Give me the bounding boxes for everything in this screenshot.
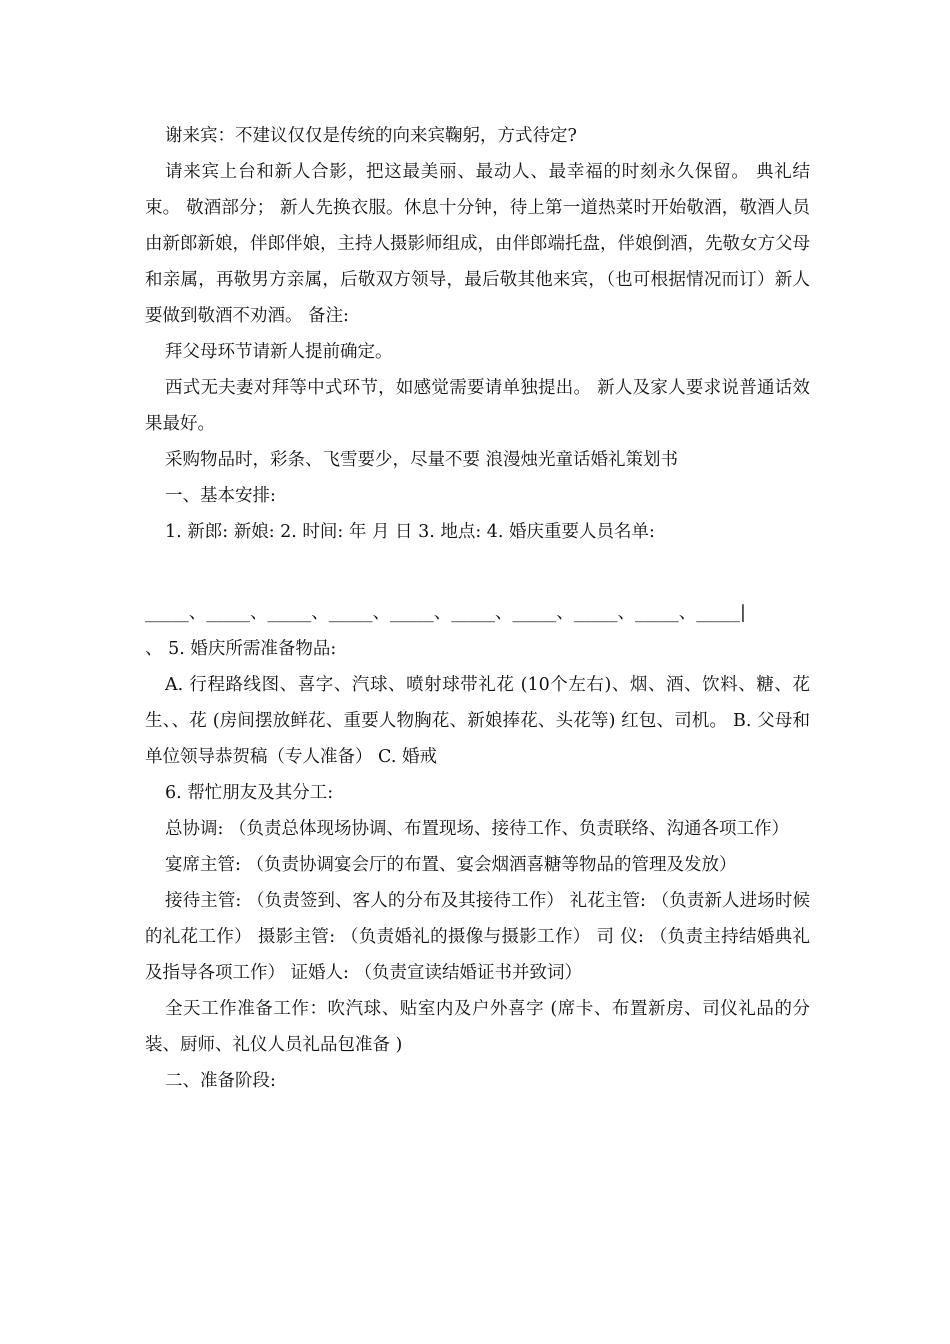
paragraph-coordinator: 总协调: （负责总体现场协调、布置现场、接待工作、负责联络、沟通各项工作） (165, 819, 789, 839)
paragraph-items-list: A. 行程路线图、喜字、汽球、喷射球带礼花 (10个左右)、烟、酒、饮料、糖、花生、、花 (房间摆放鲜花、重要人物胸花、新娘捧花、头花等) 红包、司机。 B. 父母和单位领导恭贺稿（专人准备） C. 婚戒 (145, 675, 810, 767)
paragraph-parents-note: 拜父母环节请新人提前确定。 (165, 342, 393, 362)
heading-basic-arrangement: 一、基本安排: (165, 486, 276, 506)
paragraph-items-heading: 、 5. 婚庆所需准备物品: (145, 639, 337, 659)
paragraph-all-day-prep: 全天工作准备工作：吹汽球、贴室内及户外喜字 (席卡、布置新房、司仪礼品的分装、厨师、礼仪人员礼品包准备 ) (145, 999, 810, 1055)
heading-helpers: 6. 帮忙朋友及其分工: (165, 783, 334, 803)
name-list-blanks: _____、_____、_____、_____、_____、_____、_____、_____、_____、_____| (145, 603, 746, 623)
paragraph-western-style-note: 西式无夫妻对拜等中式环节，如感觉需要请单独提出。 新人及家人要求说普通话效果最好。 (145, 378, 810, 434)
paragraph-photo-and-toast: 请来宾上台和新人合影，把这最美丽、最动人、最幸福的时刻永久保留。 典礼结束。 敬酒部分； 新人先换衣服。休息十分钟，待上第一道热菜时开始敬酒，敬酒人员由新郎新娘，伴郎伴娘，主持人摄影师组成，由伴郎端托盘，伴娘倒酒，先敬女方父母和亲属，再敬男方亲属，后敬双方领导，最后敬其他来宾，（也可根据情况而订）新人要做到敬酒不劝酒。 备注: (145, 162, 810, 326)
paragraph-banquet-manager: 宴席主管: （负责协调宴会厅的布置、宴会烟酒喜糖等物品的管理及发放） (165, 855, 737, 875)
paragraph-thanks-guests: 谢来宾：不建议仅仅是传统的向来宾鞠躬，方式待定? (165, 126, 577, 146)
paragraph-reception-and-roles: 接待主管: （负责签到、客人的分布及其接待工作） 礼花主管: （负责新人进场时候的礼花工作） 摄影主管: （负责婚礼的摄像与摄影工作） 司 仪: （负责主持结婚典礼及指导各项工作） 证婚人: （负责宣读结婚证书并致词） (145, 891, 810, 983)
heading-preparation-stage: 二、准备阶段: (165, 1071, 276, 1091)
document-body (145, 118, 810, 1099)
paragraph-purchase-note: 采购物品时，彩条、飞雪要少，尽量不要 浪漫烛光童话婚礼策划书 (165, 450, 679, 470)
blank-gap (145, 550, 810, 595)
paragraph-basic-fields: 1. 新郎: 新娘: 2. 时间: 年 月 日 3. 地点: 4. 婚庆重要人员名单: (165, 522, 655, 542)
